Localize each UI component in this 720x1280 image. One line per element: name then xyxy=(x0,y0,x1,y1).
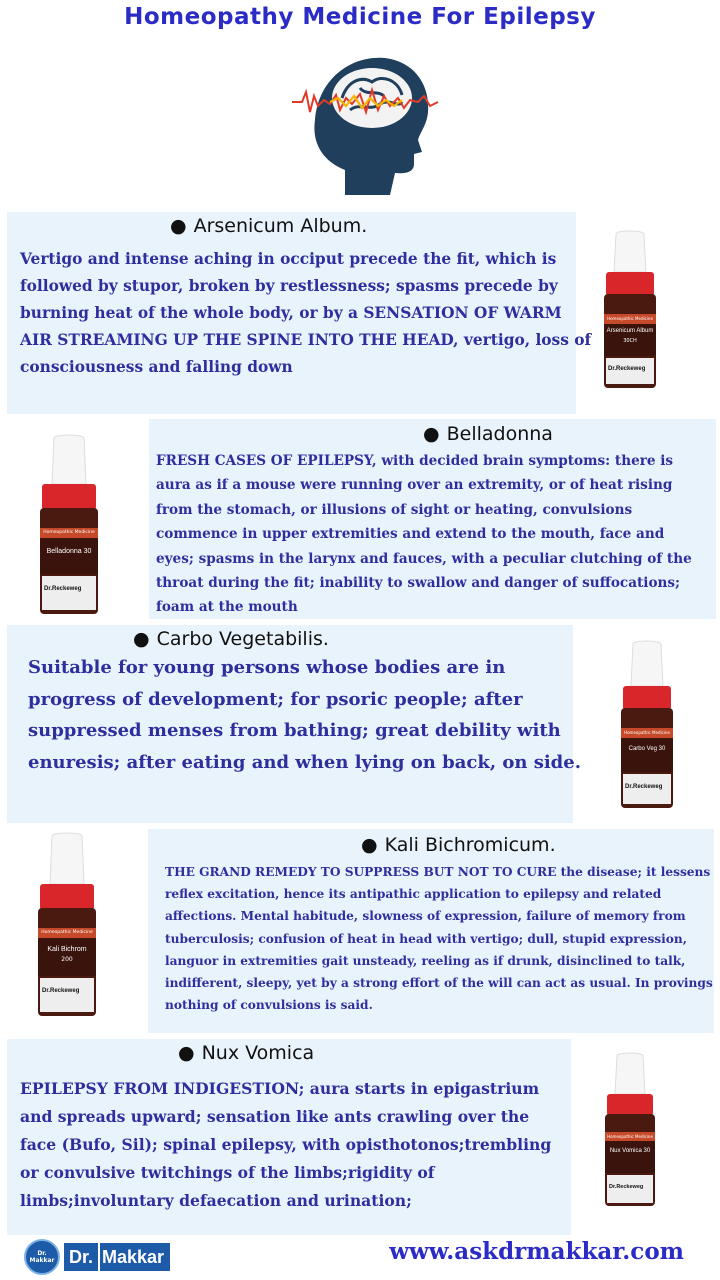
section-title: ● Carbo Vegetabilis. xyxy=(133,628,329,650)
medicine-bottle: Homeopathic Medicine Carbo Veg 30 Dr.Reckeweg xyxy=(617,640,677,810)
brand-logo xyxy=(24,1238,170,1276)
section-text: THE GRAND REMEDY TO SUPPRESS BUT NOT TO CURE the disease; it lessens reflex excitation, hence its antipathic application to epilepsy and related affections. Mental habitude, slowness of expression, failure of memory from tuberculosis; confusion of heat in head with vertigo; dull, stupid expression, languor in extremities gait unsteady, reeling as if drunk, disinclined to talk, indifferent, sleepy, yet by a strong effort of the will can act as usual. In provings nothing of convulsions is said. xyxy=(165,865,713,1013)
medicine-bottle: Homeopathic Medicine Arsenicum Album 30CH Dr.Reckeweg xyxy=(600,230,660,390)
website-url: www.askdrmakkar.com xyxy=(389,1238,684,1265)
section-title: ● Arsenicum Album. xyxy=(170,215,368,237)
section-text: EPILEPSY FROM INDIGESTION; aura starts in epigastrium and spreads upward; sensation like ants crawling over the face (Bufo, Sil); spinal epilepsy, with opisthotonos;trembling or convulsive twitchings of the limbs;rigidity of limbs;involuntary defaecation and urination; xyxy=(20,1079,552,1210)
logo-wordmark: Dr. Makkar xyxy=(64,1243,170,1271)
section-title: ● Nux Vomica xyxy=(178,1042,315,1064)
page-title: Homeopathy Medicine For Epilepsy xyxy=(124,4,596,30)
brain-head-icon xyxy=(290,40,440,200)
section-title: ● Kali Bichromicum. xyxy=(361,834,556,856)
section-text: Suitable for young persons whose bodies are in progress of development; for psoric people; after suppressed menses from bathing; great debility with enuresis; after eating and when lying on back, on side. xyxy=(28,657,581,773)
section-text: FRESH CASES OF EPILEPSY, with decided brain symptoms: there is aura as if a mouse were running over an extremity, or of heat rising from the stomach, or illusions of sight or heating, convulsions commence in upper extremities and extend to the mouth, face and eyes; spasms in the larynx and fauces, with a peculiar clutching of the throat during the fit; inability to swallow and danger of suffocations; foam at the mouth xyxy=(156,453,692,616)
section-title: ● Belladonna xyxy=(423,423,553,445)
section-text: Vertigo and intense aching in occiput precede the fit, which is followed by stupor, broken by restlessness; spasms precede by burning heat of the whole body, or by a SENSATION OF WARM AIR STREAMING UP THE SPINE INTO THE HEAD, vertigo, loss of consciousness and falling down xyxy=(20,250,592,376)
logo-badge-icon: Dr. Makkar xyxy=(24,1239,60,1275)
medicine-bottle: Homeopathic Medicine Kali Bichrom 200 Dr.Reckeweg xyxy=(34,832,100,1018)
medicine-bottle: Homeopathic Medicine Belladonna 30 Dr.Reckeweg xyxy=(36,434,102,616)
medicine-bottle: Homeopathic Medicine Nux Vomica 30 Dr.Reckeweg xyxy=(602,1052,658,1208)
